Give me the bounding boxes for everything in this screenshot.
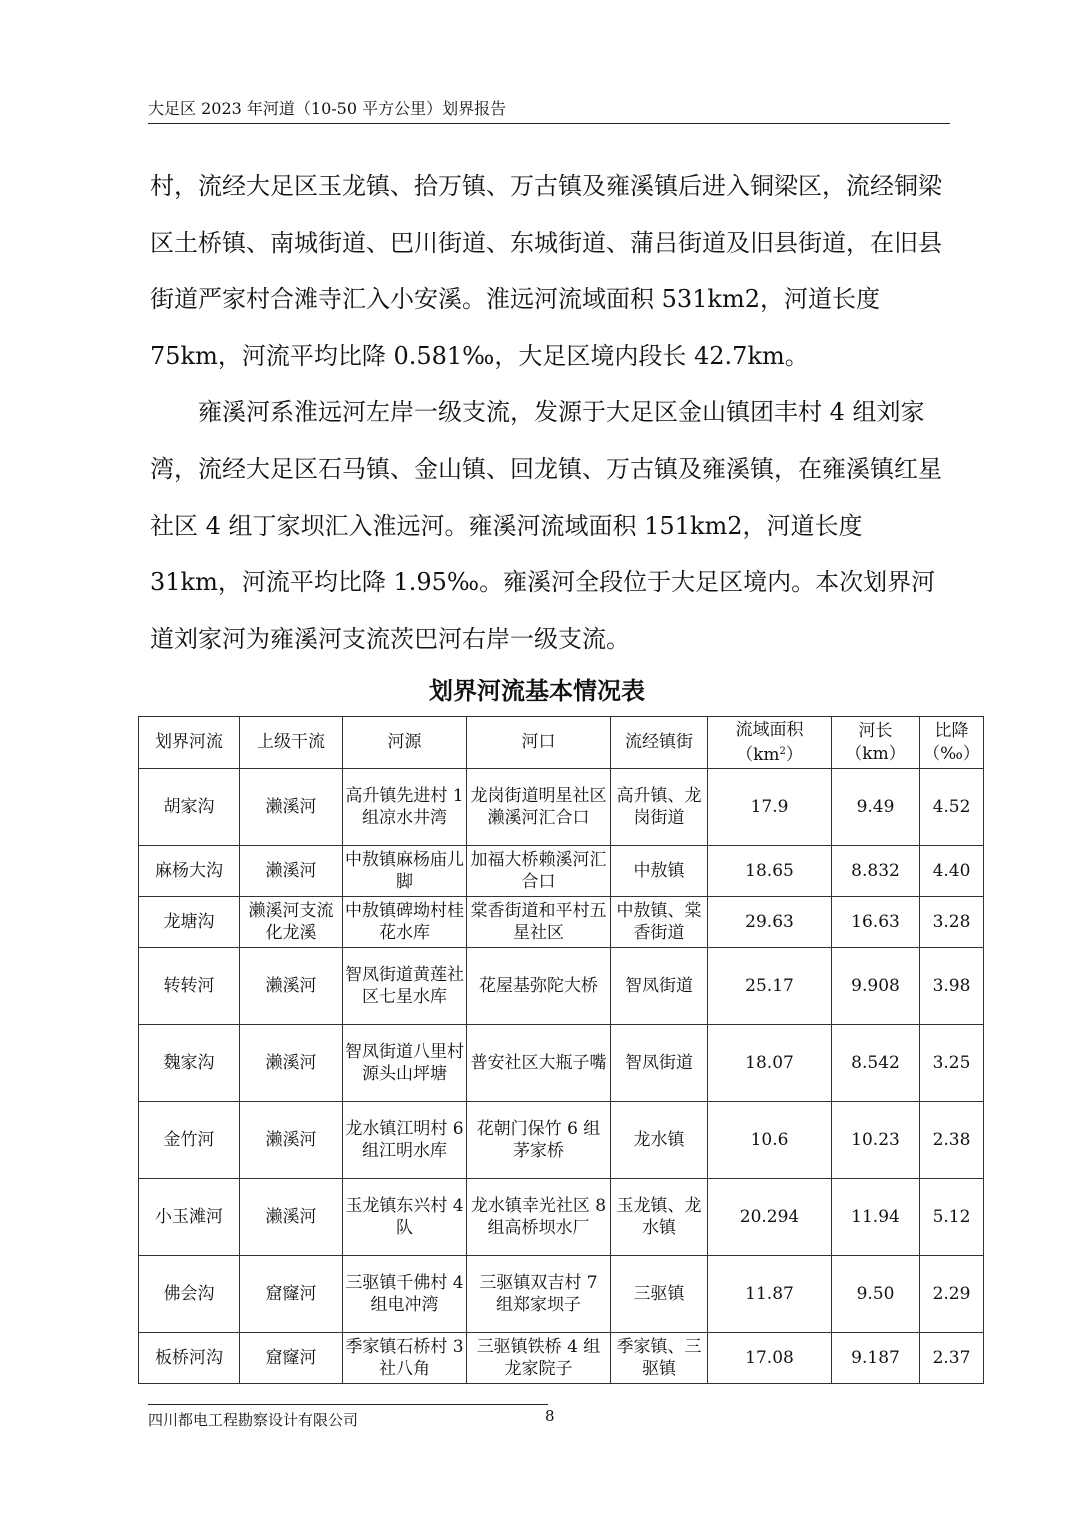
cell-river: 龙塘沟 [139, 897, 240, 948]
cell-length: 8.542 [832, 1025, 920, 1102]
cell-mouth: 花朝门保竹 6 组茅家桥 [467, 1102, 611, 1179]
cell-towns: 中敖镇 [611, 846, 708, 897]
cell-parent: 濑溪河支流化龙溪 [240, 897, 343, 948]
cell-source: 中敖镇碑坳村桂花水库 [343, 897, 467, 948]
cell-mouth: 龙水镇幸光社区 8 组高桥坝水厂 [467, 1179, 611, 1256]
cell-source: 高升镇先进村 1 组凉水井湾 [343, 769, 467, 846]
table-row [139, 1333, 984, 1384]
cell-area: 18.07 [708, 1025, 832, 1102]
cell-source: 中敖镇麻杨庙儿脚 [343, 846, 467, 897]
cell-mouth: 加福大桥赖溪河汇合口 [467, 846, 611, 897]
cell-slope: 3.98 [920, 948, 984, 1025]
header-slope-label: 比降 [934, 721, 969, 741]
cell-area: 10.6 [708, 1102, 832, 1179]
cell-source: 玉龙镇东兴村 4 队 [343, 1179, 467, 1256]
cell-source: 季家镇石桥村 3 社八角 [343, 1333, 467, 1384]
body-text [150, 158, 950, 667]
cell-parent: 濑溪河 [240, 846, 343, 897]
cell-towns: 高升镇、龙岗街道 [611, 769, 708, 846]
cell-length: 9.908 [832, 948, 920, 1025]
cell-length: 8.832 [832, 846, 920, 897]
cell-slope: 4.40 [920, 846, 984, 897]
cell-river: 佛会沟 [139, 1256, 240, 1333]
cell-area: 17.9 [708, 769, 832, 846]
page-header: 大足区 2023 年河道（10-50 平方公里）划界报告 [148, 99, 507, 118]
cell-length: 10.23 [832, 1102, 920, 1179]
cell-towns: 季家镇、三驱镇 [611, 1333, 708, 1384]
cell-slope: 5.12 [920, 1179, 984, 1256]
header-length-label: 河长 [858, 721, 893, 741]
table-title: 划界河流基本情况表 [429, 677, 645, 705]
cell-length: 9.49 [832, 769, 920, 846]
header-length-unit: （km） [845, 743, 906, 764]
table-row [139, 1025, 984, 1102]
table-row [139, 1102, 984, 1179]
cell-slope: 3.25 [920, 1025, 984, 1102]
cell-parent: 濑溪河 [240, 1025, 343, 1102]
header-length [832, 717, 920, 769]
footer-company: 四川都电工程勘察设计有限公司 [148, 1411, 359, 1429]
table-row [139, 948, 984, 1025]
table-row [139, 1179, 984, 1256]
paragraph: 村，流经大足区玉龙镇、拾万镇、万古镇及雍溪镇后进入铜梁区，流经铜梁区土桥镇、南城街道、巴川街道、东城街道、蒲吕街道及旧县街道，在旧县街道严家村合滩寺汇入小安溪。淮远河流域面积 531km2，河道长度 75km，河流平均比降 0.581‰，大足区境内段长 42.7km。 [150, 172, 942, 370]
cell-source: 智凤街道黄莲社区七星水库 [343, 948, 467, 1025]
cell-slope: 2.37 [920, 1333, 984, 1384]
cell-mouth: 三驱镇铁桥 4 组龙家院子 [467, 1333, 611, 1384]
cell-length: 9.187 [832, 1333, 920, 1384]
cell-area: 17.08 [708, 1333, 832, 1384]
cell-river: 转转河 [139, 948, 240, 1025]
cell-towns: 中敖镇、棠香街道 [611, 897, 708, 948]
page-number: 8 [545, 1407, 555, 1425]
cell-slope: 2.29 [920, 1256, 984, 1333]
header-source: 河源 [343, 717, 467, 769]
cell-slope: 4.52 [920, 769, 984, 846]
table-row [139, 846, 984, 897]
header-slope-unit: （‰） [923, 743, 980, 764]
header-area [708, 717, 832, 769]
header-mouth: 河口 [467, 717, 611, 769]
cell-towns: 智凤街道 [611, 1025, 708, 1102]
cell-mouth: 三驱镇双吉村 7 组郑家坝子 [467, 1256, 611, 1333]
header-river: 划界河流 [139, 717, 240, 769]
cell-parent: 濑溪河 [240, 769, 343, 846]
cell-length: 11.94 [832, 1179, 920, 1256]
header-area-label: 流域面积 [735, 719, 804, 740]
cell-towns: 智凤街道 [611, 948, 708, 1025]
cell-parent: 濑溪河 [240, 1179, 343, 1256]
cell-mouth: 棠香街道和平村五星社区 [467, 897, 611, 948]
table-row [139, 769, 984, 846]
cell-river: 板桥河沟 [139, 1333, 240, 1384]
cell-area: 18.65 [708, 846, 832, 897]
cell-mouth: 花屋基弥陀大桥 [467, 948, 611, 1025]
cell-slope: 2.38 [920, 1102, 984, 1179]
cell-mouth: 龙岗街道明星社区濑溪河汇合口 [467, 769, 611, 846]
cell-river: 小玉滩河 [139, 1179, 240, 1256]
header-divider [148, 123, 950, 124]
cell-parent: 濑溪河 [240, 948, 343, 1025]
cell-parent: 窟窿河 [240, 1333, 343, 1384]
cell-area: 20.294 [708, 1179, 832, 1256]
table-header-row [139, 717, 984, 769]
cell-mouth: 普安社区大瓶子嘴 [467, 1025, 611, 1102]
cell-area: 25.17 [708, 948, 832, 1025]
cell-river: 魏家沟 [139, 1025, 240, 1102]
cell-area: 11.87 [708, 1256, 832, 1333]
cell-slope: 3.28 [920, 897, 984, 948]
table-row [139, 897, 984, 948]
cell-area: 29.63 [708, 897, 832, 948]
footer-divider [148, 1404, 548, 1405]
cell-parent: 窟窿河 [240, 1256, 343, 1333]
cell-source: 龙水镇江明村 6 组江明水库 [343, 1102, 467, 1179]
cell-source: 智凤街道八里村源头山坪塘 [343, 1025, 467, 1102]
cell-river: 麻杨大沟 [139, 846, 240, 897]
cell-river: 金竹河 [139, 1102, 240, 1179]
paragraph: 雍溪河系淮远河左岸一级支流，发源于大足区金山镇团丰村 4 组刘家湾，流经大足区石马镇、金山镇、回龙镇、万古镇及雍溪镇，在雍溪镇红星社区 4 组丁家坝汇入淮远河。雍溪河流域面积 151km2，河道长度 31km，河流平均比降 1.95‰。雍溪河全段位于大足区境内。本次划界河道刘家河为雍溪河支流茨巴河右岸一级支流。 [150, 398, 942, 653]
header-area-unit: $(km^2)$ [736, 745, 803, 765]
cell-river: 胡家沟 [139, 769, 240, 846]
header-parent: 上级干流 [240, 717, 343, 769]
cell-parent: 濑溪河 [240, 1102, 343, 1179]
cell-length: 16.63 [832, 897, 920, 948]
cell-source: 三驱镇千佛村 4 组电冲湾 [343, 1256, 467, 1333]
header-towns: 流经镇街 [611, 717, 708, 769]
river-table [138, 716, 984, 1384]
table-row [139, 1256, 984, 1333]
cell-towns: 龙水镇 [611, 1102, 708, 1179]
header-slope [920, 717, 984, 769]
cell-towns: 三驱镇 [611, 1256, 708, 1333]
cell-towns: 玉龙镇、龙水镇 [611, 1179, 708, 1256]
cell-length: 9.50 [832, 1256, 920, 1333]
